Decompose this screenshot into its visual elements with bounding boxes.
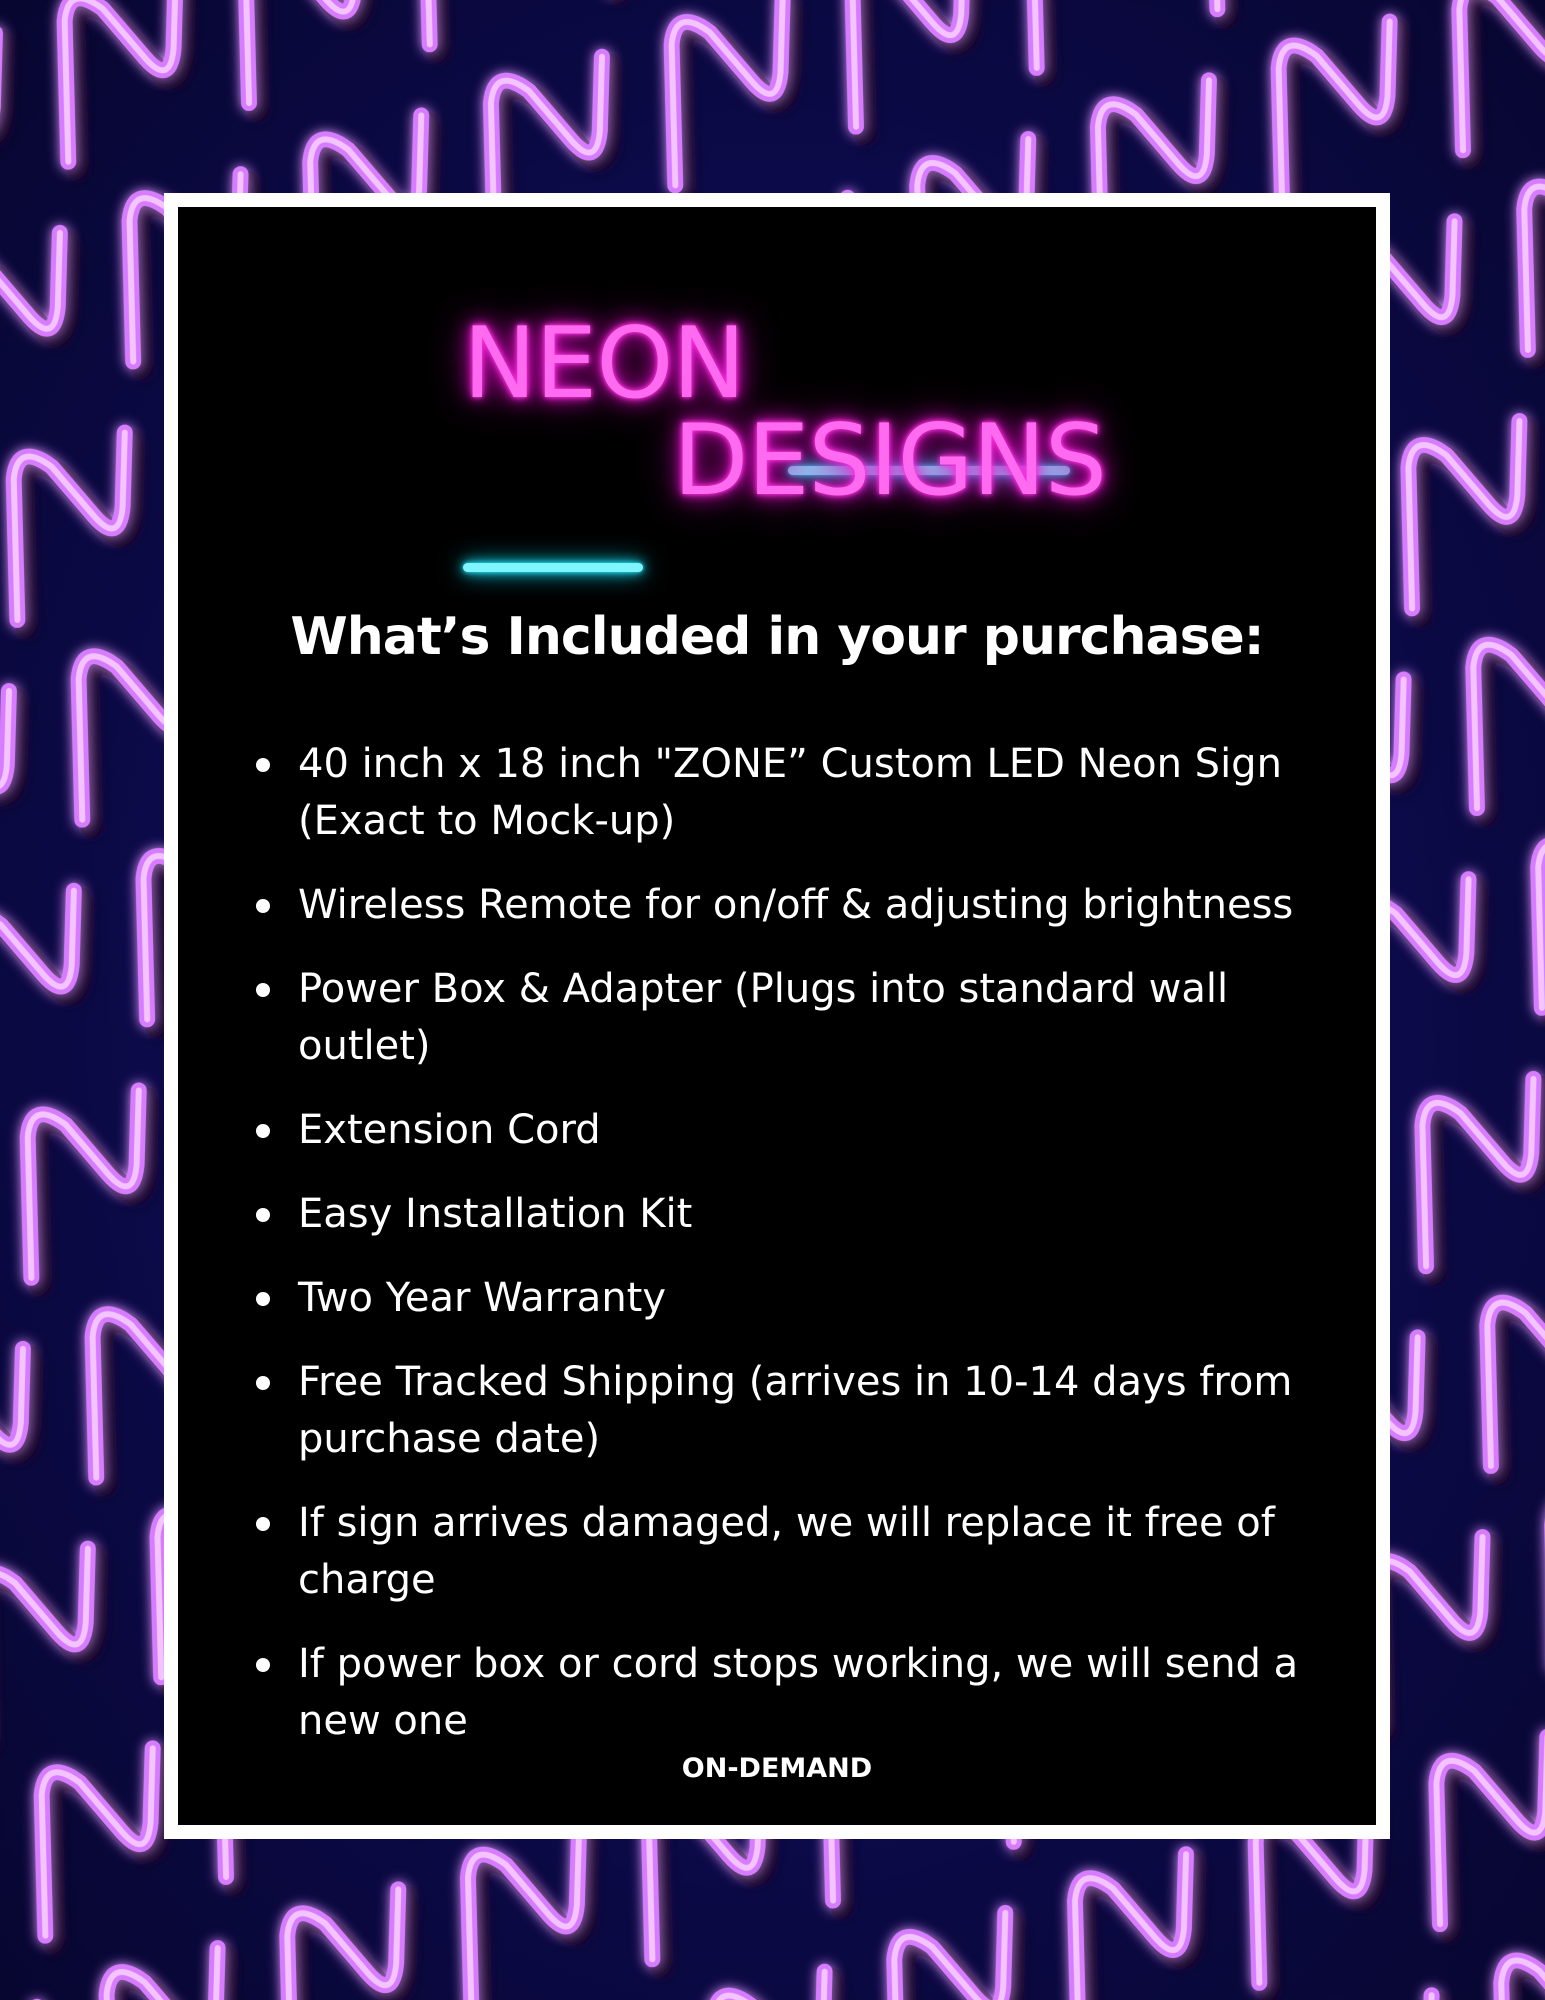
list-item-text: Power Box & Adapter (Plugs into standard wall outlet) xyxy=(298,966,1229,1069)
bullet-icon xyxy=(256,1658,270,1672)
list-item-text: Free Tracked Shipping (arrives in 10-14 days from purchase date) xyxy=(298,1359,1293,1462)
list-item xyxy=(248,1270,1328,1327)
included-items-list xyxy=(248,736,1328,1777)
list-item xyxy=(248,1186,1328,1243)
logo-word-designs: DESIGNS xyxy=(673,404,1106,518)
bullet-icon xyxy=(256,1208,270,1222)
list-item-text: Two Year Warranty xyxy=(298,1275,667,1321)
list-item-text: Extension Cord xyxy=(298,1107,601,1153)
list-item xyxy=(248,1495,1328,1609)
bullet-icon xyxy=(256,1376,270,1390)
list-item-text: Wireless Remote for on/off & adjusting brightness xyxy=(298,882,1294,928)
bullet-icon xyxy=(256,899,270,913)
section-heading: What’s Included in your purchase: xyxy=(290,607,1264,667)
list-item-text: Easy Installation Kit xyxy=(298,1191,693,1237)
neon-designs-logo xyxy=(463,307,1113,527)
list-item-text: 40 inch x 18 inch "ZONE” Custom LED Neon Sign (Exact to Mock-up) xyxy=(298,741,1282,844)
list-item xyxy=(248,877,1328,934)
logo-word-neon: NEON xyxy=(463,307,745,421)
list-item xyxy=(248,1636,1328,1750)
list-item xyxy=(248,736,1328,850)
bullet-icon xyxy=(256,1517,270,1531)
list-item-text: If sign arrives damaged, we will replace it free of charge xyxy=(298,1500,1275,1603)
logo-cyan-bar-bottom xyxy=(463,563,643,572)
bullet-icon xyxy=(256,1124,270,1138)
bullet-icon xyxy=(256,758,270,772)
footer-label: ON-DEMAND xyxy=(681,1753,873,1784)
list-item-text: If power box or cord stops working, we will send a new one xyxy=(298,1641,1299,1744)
included-items-card xyxy=(164,193,1390,1839)
bullet-icon xyxy=(256,983,270,997)
list-item xyxy=(248,1354,1328,1468)
list-item xyxy=(248,1102,1328,1159)
list-item xyxy=(248,961,1328,1075)
bullet-icon xyxy=(256,1292,270,1306)
